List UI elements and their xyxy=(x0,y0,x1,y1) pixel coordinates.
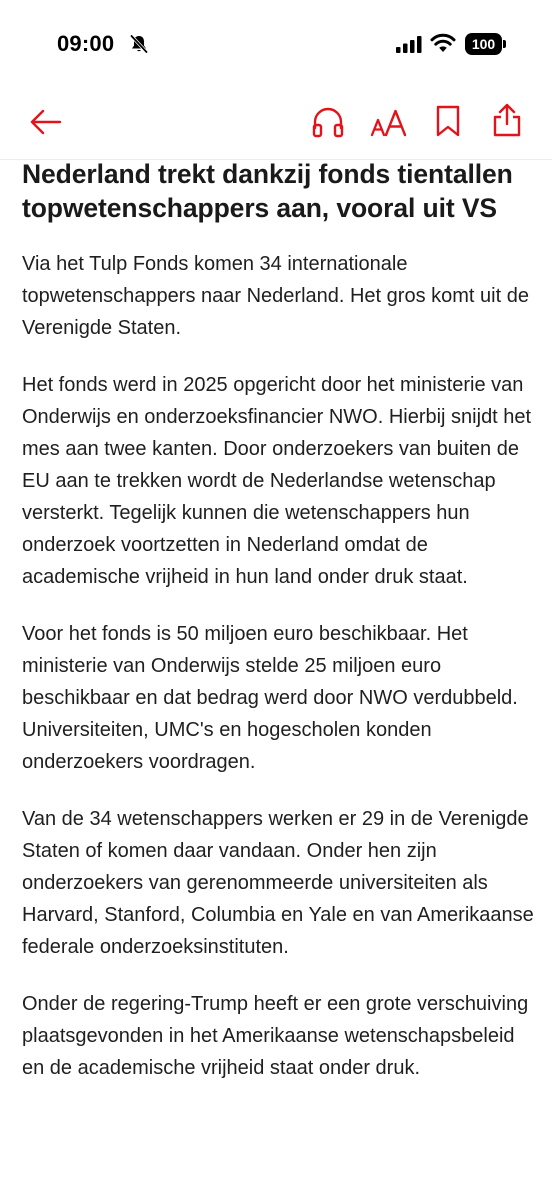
signal-icon xyxy=(396,36,422,53)
article-paragraph: Via het Tulp Fonds komen 34 internationale topwetenschappers naar Nederland. Het gros komt uit de Verenigde Staten. xyxy=(22,253,529,339)
article-title: Nederland trekt dankzij fonds tientallen topwetenschappers aan, vooral uit VS xyxy=(22,159,513,223)
article-toolbar xyxy=(0,92,552,160)
article-paragraph: Onder de regering-Trump heeft er een grote verschuiving plaatsgevonden in het Amerikaanse wetenschapsbeleid en de academische vrijheid staat onder druk. xyxy=(22,993,529,1079)
arrow-left-icon xyxy=(28,106,64,138)
wifi-icon xyxy=(430,33,456,53)
share-button[interactable] xyxy=(492,102,522,138)
article-paragraph: Van de 34 wetenschappers werken er 29 in de Verenigde Staten of komen daar vandaan. Onder hen zijn onderzoekers van gerenommeerde universiteiten als Harvard, Stanford, Columbia en Yale en van Amerikaanse federale onderzoeksinstituten. xyxy=(22,808,534,958)
listen-button[interactable] xyxy=(311,106,345,138)
bell-slash-icon xyxy=(128,33,150,55)
battery-tip xyxy=(503,40,506,48)
status-bar xyxy=(0,0,552,92)
article-body xyxy=(22,157,534,1109)
text-size-icon xyxy=(370,106,408,138)
status-time: 09:00 xyxy=(57,31,115,56)
text-size-button[interactable] xyxy=(370,106,408,138)
bookmark-button[interactable] xyxy=(434,104,462,138)
battery-level: 100 xyxy=(465,33,502,55)
share-icon xyxy=(492,102,522,138)
article-paragraph: Voor het fonds is 50 miljoen euro beschikbaar. Het ministerie van Onderwijs stelde 25 miljoen euro beschikbaar en dat bedrag werd door NWO verdubbeld. Universiteiten, UMC's en hogescholen konden onderzoekers voordragen. xyxy=(22,623,518,773)
article-paragraph: Het fonds werd in 2025 opgericht door het ministerie van Onderwijs en onderzoeksfinancier NWO. Hierbij snijdt het mes aan twee kanten. Door onderzoekers van buiten de EU aan te trekken wordt de Nederlandse wetenschap versterkt. Tegelijk kunnen die wetenschappers hun onderzoek voortzetten in Nederland omdat de academische vrijheid in hun land onder druk staat. xyxy=(22,374,532,588)
back-button[interactable] xyxy=(28,106,64,138)
battery-icon xyxy=(465,33,507,55)
headphones-icon xyxy=(311,106,345,138)
bookmark-icon xyxy=(434,104,462,138)
